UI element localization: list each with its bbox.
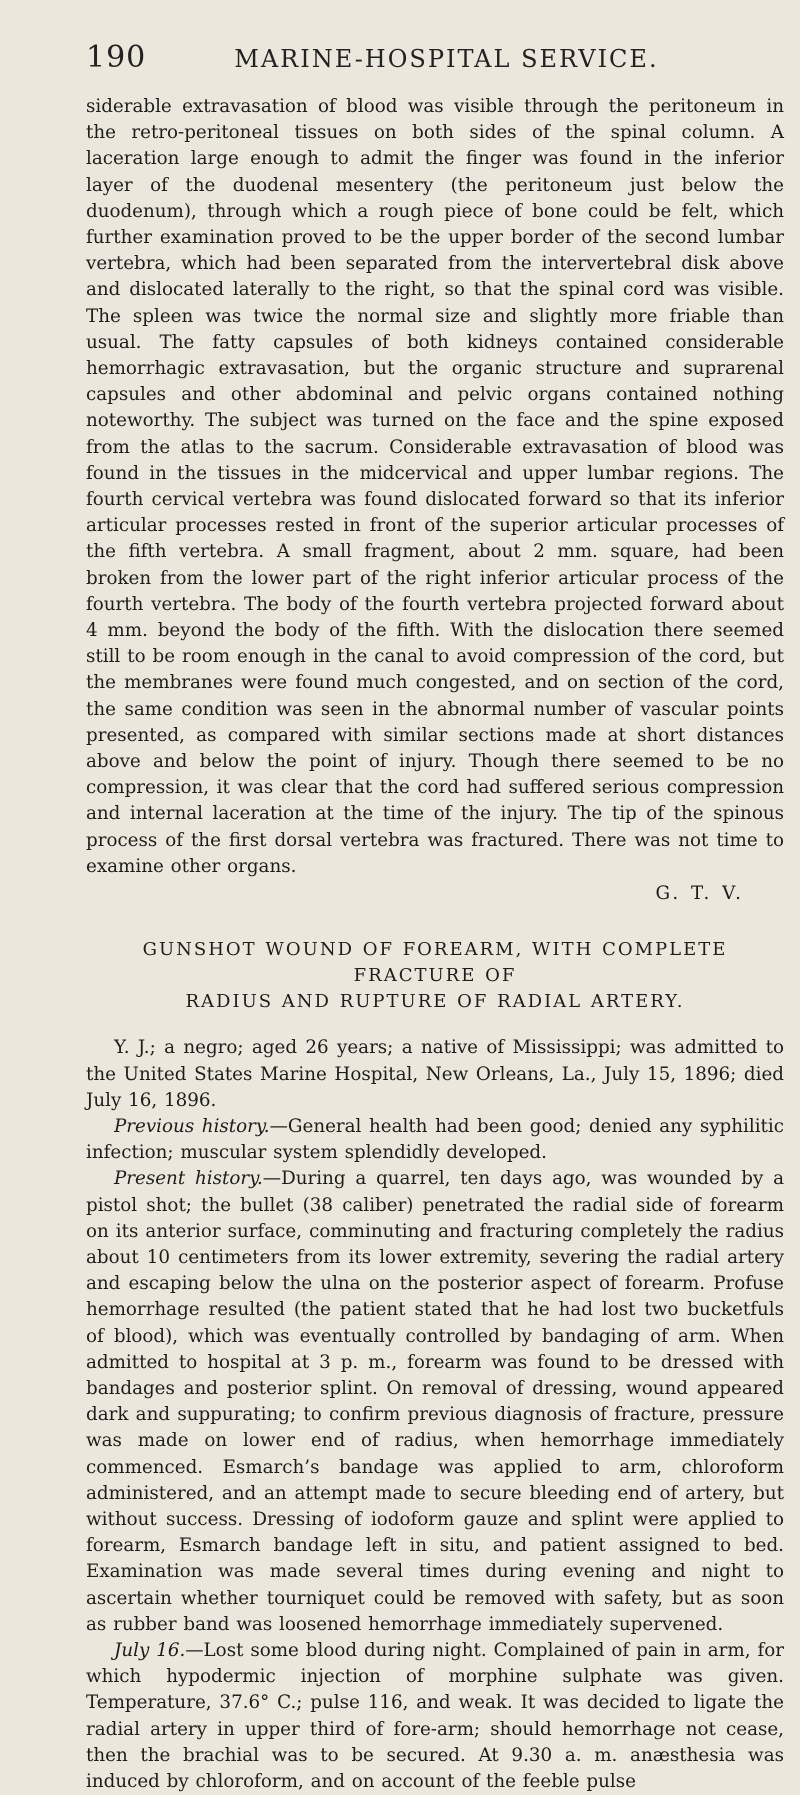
- july-16-label: July 16.: [114, 1639, 186, 1661]
- continued-paragraph: siderable extravasation of blood was visible through the peritoneum in the retro-peritoneal tissues on both sides of the spinal column. A laceration large enough to admit the finger was found in the inferior layer of the duodenal mesentery (the peritoneum just below the duodenum), through which a rough piece of bone could be felt, which further examination proved to be the upper border of the second lumbar vertebra, which had been separated from the intervertebral disk above and dislocated laterally to the right, so that the spinal cord was visible. The spleen was twice the normal size and slightly more friable than usual. The fatty capsules of both kidneys contained considerable hemorrhagic extravasation, but the organic structure and suprarenal capsules and other abdominal and pelvic organs contained nothing noteworthy. The subject was turned on the face and the spine exposed from the atlas to the sacrum. Considerable extravasation of blood was found in the tissues in the midcervical and upper lumbar regions. The fourth cervical vertebra was found dislocated forward so that its inferior articular processes rested in front of the superior articular processes of the fifth vertebra. A small fragment, about 2 mm. square, had been broken from the lower part of the right inferior articular process of the fourth vertebra. The body of the fourth vertebra projected forward about 4 mm. beyond the body of the fifth. With the dislocation there seemed still to be room enough in the canal to avoid compression of the cord, but the membranes were found much congested, and on section of the cord, the same condition was seen in the abnormal number of vascular points presented, as compared with similar sections made at short distances above and below the point of injury. Though there seemed to be no compression, it was clear that the cord had suffered serious compression and internal laceration at the time of the injury. The tip of the spinous process of the first dorsal vertebra was fractured. There was not time to examine other organs.: [86, 96, 784, 877]
- page-number: 190: [86, 40, 147, 75]
- july-16-paragraph: [86, 1638, 784, 1795]
- previous-history-paragraph: [86, 1114, 784, 1166]
- july-16-text: —Lost some blood during night. Complained of pain in arm, for which hypodermic injection of morphine sulphate was given. Temperature, 37.6° C.; pulse 116, and weak. It was decided to ligate the radial artery in upper third of fore-arm; should hemorrhage not cease, then the brachial was to be secured. At 9.30 a. m. anæsthesia was induced by chloroform, and on account of the feeble pulse: [86, 1639, 784, 1792]
- running-head: MARINE-HOSPITAL SERVICE.: [234, 45, 659, 73]
- page-header: [86, 40, 760, 80]
- case-intro-paragraph: Y. J.; a negro; aged 26 years; a native of Mississippi; was admitted to the United States Marine Hospital, New Orleans, La., July 15, 1896; died July 16, 1896.: [86, 1037, 784, 1111]
- present-history-paragraph: [86, 1166, 784, 1638]
- present-history-label: Present history.: [114, 1168, 263, 1190]
- present-history-text: —During a quarrel, ten days ago, was wounded by a pistol shot; the bullet (38 caliber) penetrated the radial side of forearm on its anterior surface, comminuting and fracturing completely the radius about 10 centimeters from its lower extremity, severing the radial artery and escaping below the ulna on the posterior aspect of forearm. Profuse hemorrhage resulted (the patient stated that he had lost two bucketfuls of blood), which was eventually controlled by bandaging of arm. When admitted to hospital at 3 p. m., forearm was found to be dressed with bandages and posterior splint. On removal of dressing, wound appeared dark and suppurating; to confirm previous diagnosis of fracture, pressure was made on lower end of radius, when hemorrhage immediately commenced. Esmarch’s bandage was applied to arm, chloroform administered, and an attempt made to secure bleeding end of artery, but without success. Dressing of iodoform gauze and splint were applied to forearm, Esmarch bandage left in situ, and patient assigned to bed. Examination was made several times during evening and night to ascertain whether tourniquet could be removed with safety, but as soon as rubber band was loosened hemorrhage immediately supervened.: [86, 1168, 784, 1635]
- section-title: [86, 937, 784, 1015]
- section-title-line-2: RADIUS AND RUPTURE OF RADIAL ARTERY.: [185, 991, 685, 1013]
- previous-history-text: —General health had been good; denied any syphilitic infection; muscular system splendidly developed.: [86, 1115, 784, 1164]
- body-text: [86, 94, 784, 1795]
- previous-history-label: Previous history.: [114, 1115, 270, 1137]
- author-initials: G. T. V.: [655, 883, 744, 905]
- section-title-line-1: GUNSHOT WOUND OF FOREARM, WITH COMPLETE FRACTURE OF: [142, 939, 728, 987]
